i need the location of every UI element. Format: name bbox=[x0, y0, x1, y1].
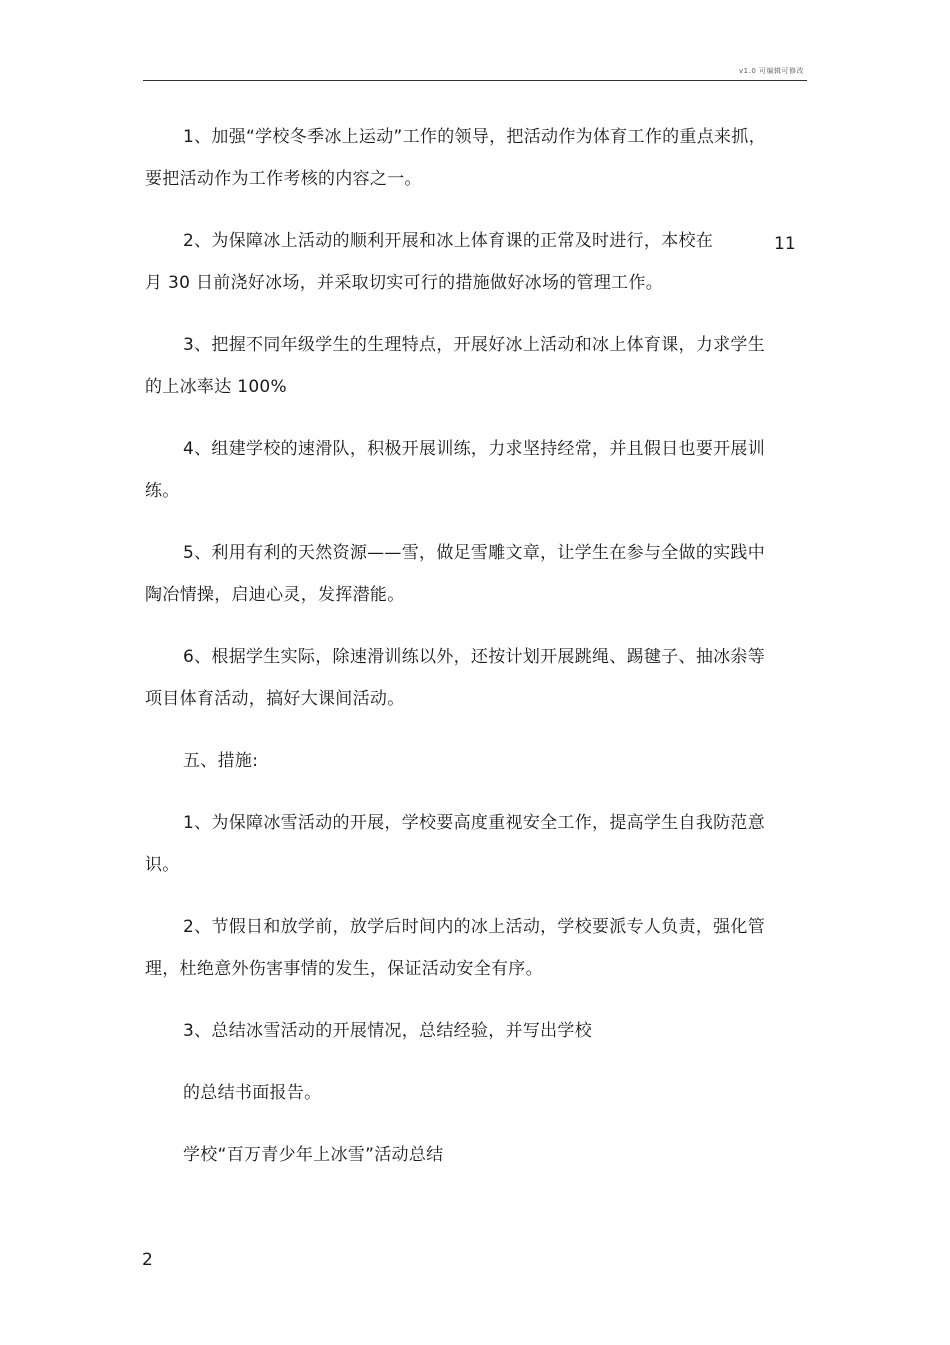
measure-3-line-1: 3、总结冰雪活动的开展情况，总结经验，并写出学校 bbox=[183, 1021, 593, 1041]
paragraph-2 bbox=[145, 220, 775, 304]
number-eleven: 11 bbox=[774, 234, 796, 254]
paragraph-1: 1、加强“学校冬季冰上运动”工作的领导，把活动作为体育工作的重点来抓，要把活动作为工作考核的内容之一。 bbox=[145, 127, 766, 189]
header-divider bbox=[143, 80, 807, 81]
page-number: 2 bbox=[142, 1250, 153, 1270]
measure-2: 2、节假日和放学前，放学后时间内的冰上活动，学校要派专人负责，强化管理，杜绝意外伤害事情的发生，保证活动安全有序。 bbox=[145, 917, 766, 979]
document-body bbox=[145, 116, 775, 1176]
paragraph-3: 3、把握不同年级学生的生理特点，开展好冰上活动和冰上体育课，力求学生的上冰率达 100% bbox=[145, 335, 766, 397]
paragraph-5: 5、利用有利的天然资源——雪，做足雪雕文章，让学生在参与全做的实践中陶冶情操，启迪心灵，发挥潜能。 bbox=[145, 543, 766, 605]
measure-1: 1、为保障冰雪活动的开展，学校要高度重视安全工作，提高学生自我防范意识。 bbox=[145, 813, 766, 875]
paragraph-4: 4、组建学校的速滑队，积极开展训练，力求坚持经常，并且假日也要开展训练。 bbox=[145, 439, 766, 501]
measure-3-line-2: 的总结书面报告。 bbox=[183, 1083, 322, 1103]
section-heading-measures: 五、措施: bbox=[183, 751, 259, 771]
summary-title: 学校“百万青少年上冰雪”活动总结 bbox=[183, 1145, 444, 1165]
paragraph-6: 6、根据学生实际，除速滑训练以外，还按计划开展跳绳、踢毽子、抽冰尜等项目体育活动，搞好大课间活动。 bbox=[145, 647, 766, 709]
header-version-note: v1.0 可编辑可修改 bbox=[739, 67, 804, 75]
paragraph-2-line-2: 月 30 日前浇好冰场，并采取切实可行的措施做好冰场的管理工作。 bbox=[145, 273, 664, 293]
paragraph-2-line-1: 2、为保障冰上活动的顺利开展和冰上体育课的正常及时进行，本校在 bbox=[183, 231, 714, 251]
